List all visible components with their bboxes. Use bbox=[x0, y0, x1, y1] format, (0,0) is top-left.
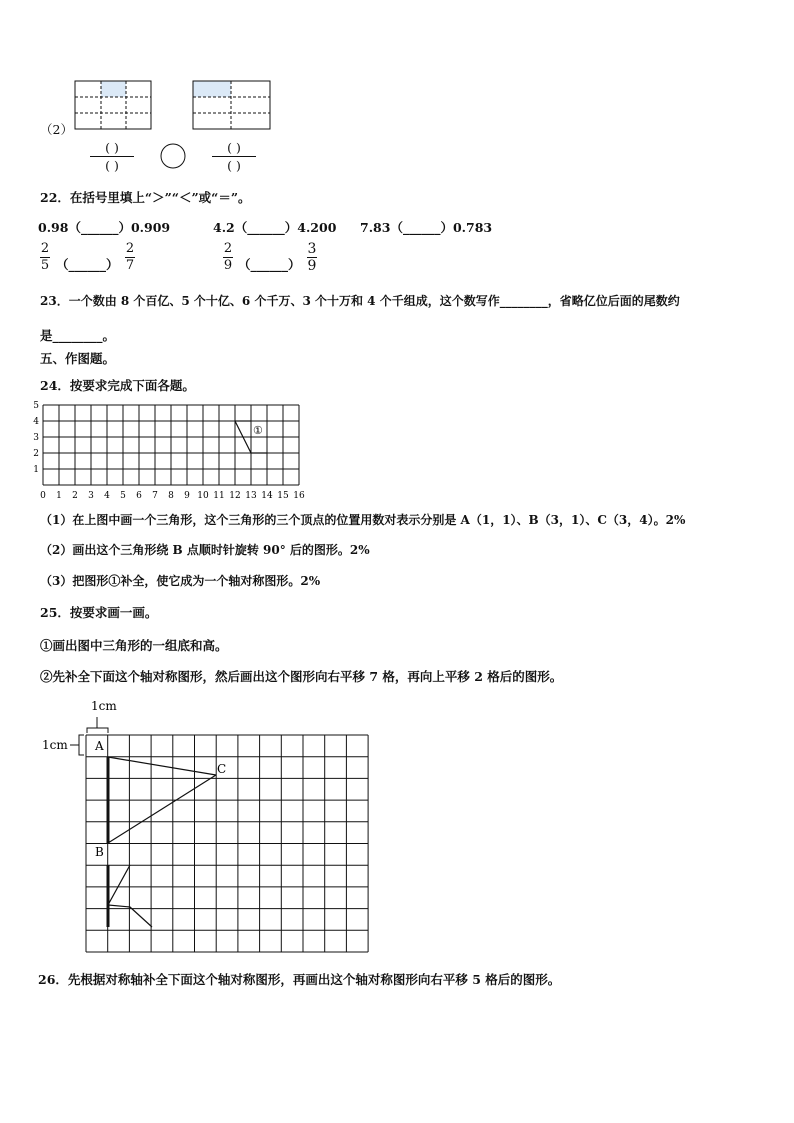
q24-sub3: （3）把图形①补全，使它成为一个轴对称图形。2% bbox=[40, 574, 321, 588]
q24-x-tick: 2 bbox=[72, 491, 78, 501]
q24-x-tick: 3 bbox=[88, 491, 94, 501]
q22-fraction-2: 2 7 bbox=[125, 241, 135, 273]
q24-x-tick: 12 bbox=[229, 491, 241, 501]
q24-y-tick: 2 bbox=[33, 449, 39, 459]
q24-x-tick: 0 bbox=[40, 491, 46, 501]
q24-x-tick: 10 bbox=[197, 491, 209, 501]
q22-blank-2[interactable]: （______） bbox=[238, 257, 301, 272]
q24-x-tick: 8 bbox=[168, 491, 174, 501]
q24-sub2: （2）画出这个三角形绕 B 点顺时针旋转 90° 后的图形。2% bbox=[40, 543, 370, 557]
q21-label: （2） bbox=[40, 122, 73, 137]
q24-x-tick: 15 bbox=[277, 491, 289, 501]
q24-x-tick: 7 bbox=[152, 491, 158, 501]
q24-sub1: （1）在上图中画一个三角形，这个三角形的三个顶点的位置用数对表示分别是 A（1，1）、B（3，1）、C（3，4）。2% bbox=[40, 513, 686, 527]
q21-right-num: ( ) bbox=[227, 140, 241, 155]
q24-grid-figure bbox=[0, 395, 794, 505]
q22-item2: 4.2（______）4.200 bbox=[213, 220, 337, 235]
q25-scale-left bbox=[42, 735, 84, 755]
q21-left-den: ( ) bbox=[105, 158, 119, 173]
q24-title: 24．按要求完成下面各题。 bbox=[40, 378, 195, 393]
q25-partial-symmetric-figure bbox=[108, 865, 152, 927]
q24-x-tick: 14 bbox=[261, 491, 273, 501]
q21-right-den: ( ) bbox=[227, 158, 241, 173]
q25-title: 25．按要求画一画。 bbox=[40, 605, 158, 620]
q25-point-c: C bbox=[217, 762, 227, 776]
q22-item3: 7.83（______）0.783 bbox=[360, 220, 493, 235]
q25-scale-top bbox=[87, 699, 117, 733]
q24-grid[interactable] bbox=[43, 405, 299, 485]
q24-x-tick: 4 bbox=[104, 491, 110, 501]
q22-fraction-4: 3 9 bbox=[307, 241, 317, 274]
q24-axis-labels bbox=[33, 401, 305, 501]
q21-left-fraction[interactable] bbox=[90, 140, 134, 173]
q24-x-tick: 1 bbox=[56, 491, 62, 501]
q22-fraction-1: 2 5 bbox=[40, 241, 50, 273]
q22-item1: 0.98（______）0.909 bbox=[38, 220, 171, 235]
q25-point-b: B bbox=[95, 845, 104, 859]
svg-text:1cm: 1cm bbox=[91, 699, 117, 713]
q22-blank-1[interactable]: （______） bbox=[56, 257, 119, 272]
q21-right-rect bbox=[193, 81, 270, 129]
section-five-heading: 五、作图题。 bbox=[40, 351, 116, 366]
q23-line2: 是________。 bbox=[40, 328, 116, 343]
q24-x-tick: 6 bbox=[136, 491, 142, 501]
q21-left-num: ( ) bbox=[105, 140, 119, 155]
q21-left-rect bbox=[75, 81, 151, 129]
svg-text:1cm: 1cm bbox=[42, 738, 68, 752]
q26-title: 26．先根据对称轴补全下面这个轴对称图形，再画出这个轴对称图形向右平移 5 格后的图形。 bbox=[38, 972, 561, 987]
q24-x-tick: 13 bbox=[245, 491, 257, 501]
q24-y-tick: 1 bbox=[33, 465, 39, 475]
q24-x-tick: 9 bbox=[184, 491, 190, 501]
q25-sub1: ①画出图中三角形的一组底和高。 bbox=[40, 638, 228, 653]
q24-x-tick: 16 bbox=[293, 491, 305, 501]
q21-compare-circle[interactable] bbox=[161, 144, 185, 168]
q24-y-tick: 3 bbox=[33, 433, 39, 443]
q23-line1: 23．一个数由 8 个百亿、5 个十亿、6 个千万、3 个十万和 4 个千组成，这个数写作________，省略亿位后面的尾数约 bbox=[40, 294, 680, 308]
q25-point-a: A bbox=[95, 739, 104, 753]
q25-sub2: ②先补全下面这个轴对称图形，然后画出这个图形向右平移 7 格，再向上平移 2 格后的图形。 bbox=[40, 669, 563, 684]
q25-grid-figure bbox=[0, 695, 794, 960]
q24-y-tick: 5 bbox=[33, 401, 39, 411]
q22-title: 22．在括号里填上“＞”“＜”或“＝”。 bbox=[40, 190, 251, 205]
q21-right-fraction[interactable] bbox=[212, 140, 256, 173]
q24-marker-one: ① bbox=[253, 424, 263, 437]
q22-fraction-3: 2 9 bbox=[223, 241, 233, 273]
q24-x-tick: 5 bbox=[120, 491, 126, 501]
q25-grid[interactable] bbox=[86, 735, 368, 952]
q24-y-tick: 4 bbox=[33, 417, 39, 427]
q24-x-tick: 11 bbox=[213, 491, 225, 501]
